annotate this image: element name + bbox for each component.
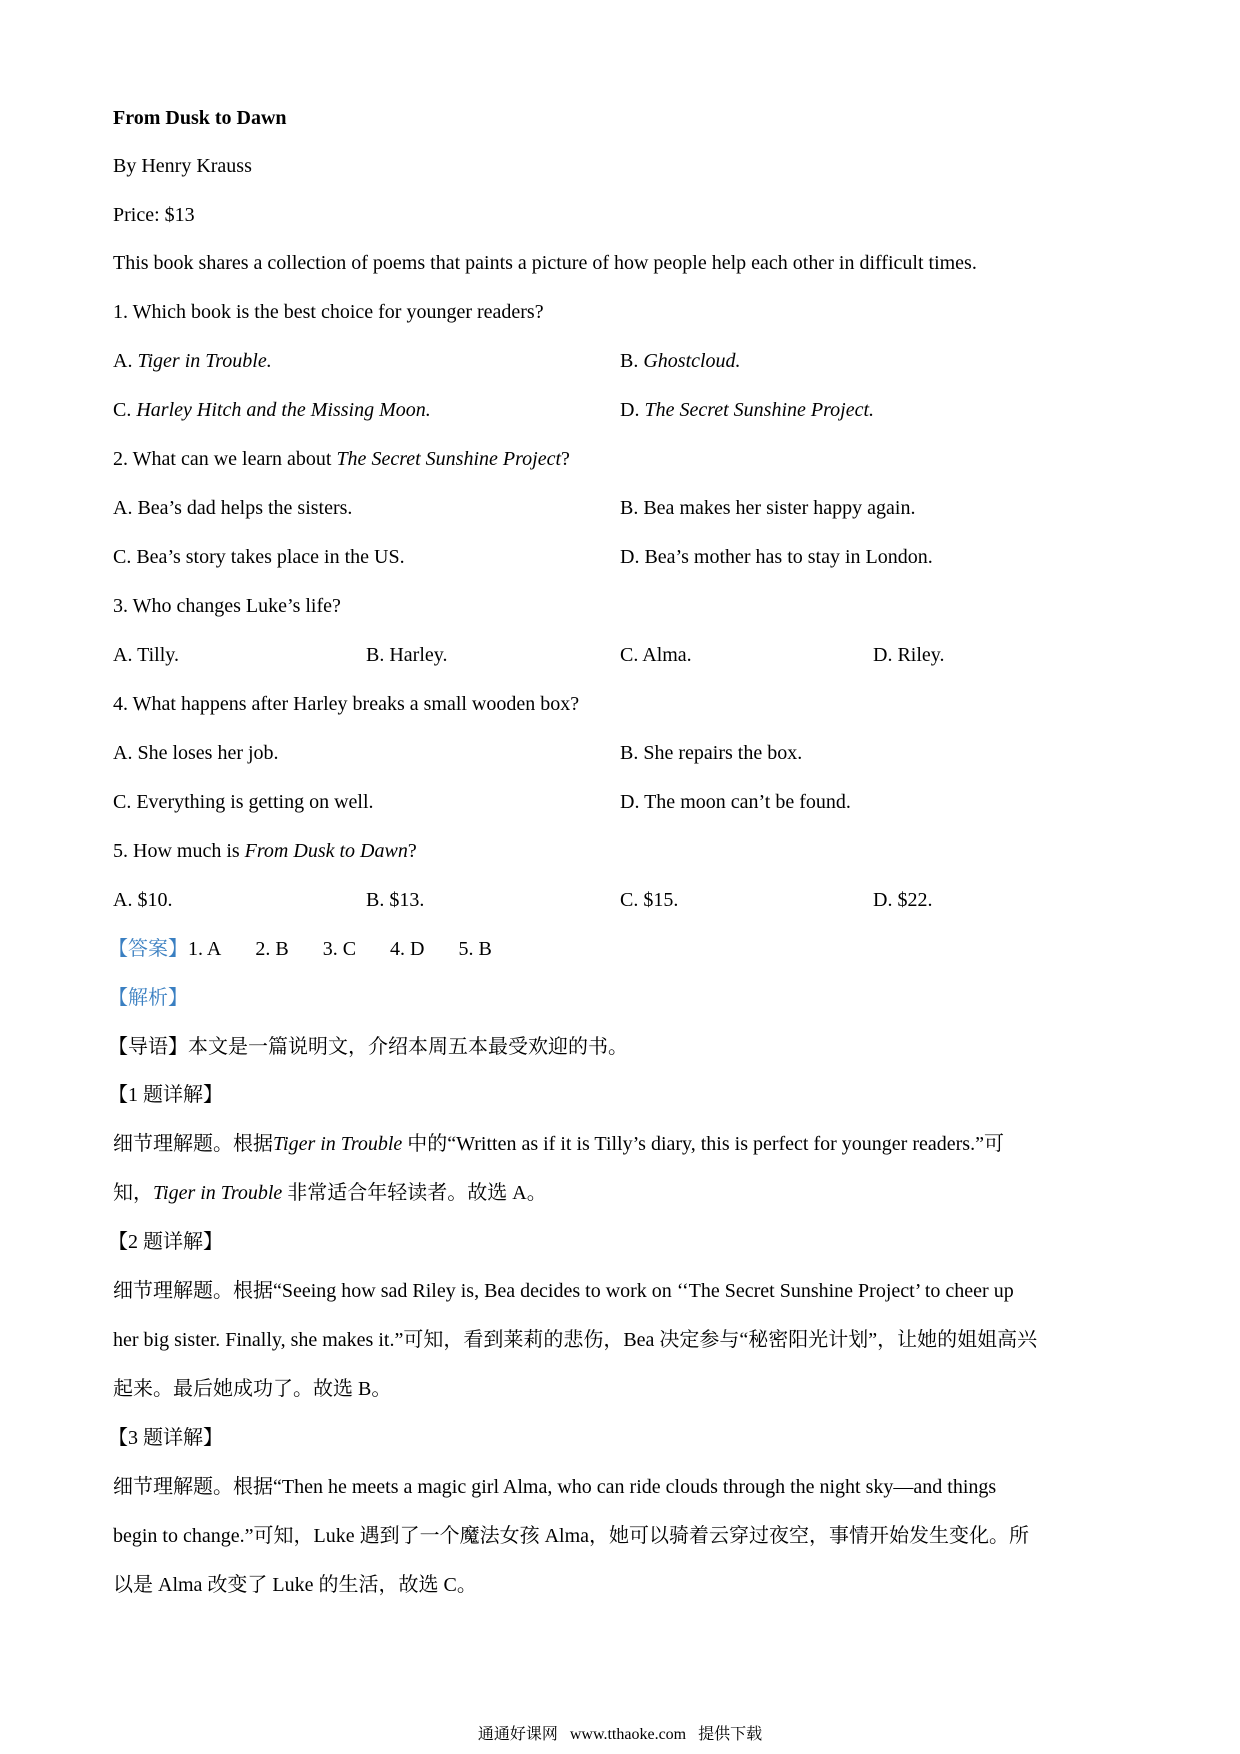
- detail-text: 非常适合年轻读者。故选 A。: [282, 1182, 547, 1204]
- answer-key: [108, 935, 492, 963]
- detail-text: Tiger in Trouble: [153, 1182, 283, 1204]
- detail-text: 知，: [113, 1182, 153, 1204]
- detail-heading: 【3 题详解】: [108, 1427, 223, 1449]
- question-5-option-d: D. $22.: [873, 889, 933, 911]
- analysis-label: 【解析】: [108, 987, 188, 1009]
- question-1-option-a: A. Tiger in Trouble.: [113, 350, 272, 372]
- detail-text: her big sister. Finally, she makes it.”可知，看到莱莉的悲伤，Bea 决定参与“秘密阳光计划”，让她的姐姐高兴: [113, 1329, 1038, 1351]
- question-3-stem: 3. Who changes Luke’s life?: [113, 595, 341, 617]
- detail-text: Tiger in Trouble: [273, 1133, 403, 1155]
- detail-line: [113, 1571, 477, 1599]
- detail-text: 细节理解题。根据“Then he meets a magic girl Alma, who can ride clouds through the night sky—and things: [113, 1476, 997, 1498]
- detail-line: [113, 1130, 1004, 1158]
- detail-heading: 【1 题详解】: [108, 1084, 223, 1106]
- detail-text: 细节理解题。根据: [113, 1133, 273, 1155]
- question-1-option-b: B. Ghostcloud.: [620, 350, 741, 372]
- detail-text: 以是 Alma 改变了 Luke 的生活，故选 C。: [113, 1574, 477, 1596]
- question-3-option-d: D. Riley.: [873, 644, 945, 666]
- question-4-option-b: B. She repairs the box.: [620, 742, 803, 764]
- question-1-option-c: C. Harley Hitch and the Missing Moon.: [113, 399, 431, 421]
- detail-text: begin to change.”可知，Luke 遇到了一个魔法女孩 Alma，她可以骑着云穿过夜空，事情开始发生变化。所: [113, 1525, 1030, 1547]
- detail-line: [113, 1277, 1014, 1305]
- footer-url: www.tthaoke.com: [569, 1726, 687, 1743]
- detail-line: [113, 1473, 996, 1501]
- question-4-option-d: D. The moon can’t be found.: [620, 791, 851, 813]
- answer-item: 4. D: [390, 938, 425, 960]
- footer-site-name: 通通好课网: [477, 1726, 558, 1743]
- answer-item: 1. A: [188, 938, 222, 960]
- page-footer: [0, 1724, 1240, 1746]
- question-5-option-c: C. $15.: [620, 889, 679, 911]
- question-2-option-a: A. Bea’s dad helps the sisters.: [113, 497, 353, 519]
- detail-line: [113, 1326, 1037, 1354]
- question-3-option-c: C. Alma.: [620, 644, 692, 666]
- question-2-option-c: C. Bea’s story takes place in the US.: [113, 546, 405, 568]
- question-5-option-b: B. $13.: [366, 889, 425, 911]
- answer-label: 【答案】: [108, 938, 188, 960]
- detail-line: [113, 1522, 1029, 1550]
- answer-item: 2. B: [255, 938, 289, 960]
- book-title: From Dusk to Dawn: [113, 107, 287, 129]
- question-2-option-d: D. Bea’s mother has to stay in London.: [620, 546, 933, 568]
- question-5-option-a: A. $10.: [113, 889, 173, 911]
- question-4-stem: 4. What happens after Harley breaks a small wooden box?: [113, 693, 580, 715]
- intro-paragraph: 【导语】本文是一篇说明文，介绍本周五本最受欢迎的书。: [108, 1036, 628, 1058]
- detail-text: 起来。最后她成功了。故选 B。: [113, 1378, 392, 1400]
- detail-text: 中的“Written as if it is Tilly’s diary, this is perfect for younger readers.”可: [402, 1133, 1004, 1155]
- question-2-option-b: B. Bea makes her sister happy again.: [620, 497, 916, 519]
- question-1-stem: 1. Which book is the best choice for younger readers?: [113, 301, 544, 323]
- book-description: This book shares a collection of poems that paints a picture of how people help each other in difficult times.: [113, 252, 977, 274]
- question-2-stem: 2. What can we learn about The Secret Sunshine Project?: [113, 448, 570, 470]
- question-3-option-a: A. Tilly.: [113, 644, 179, 666]
- question-5-stem: 5. How much is From Dusk to Dawn?: [113, 840, 417, 862]
- detail-line: [113, 1179, 547, 1207]
- footer-suffix: 提供下载: [698, 1726, 763, 1743]
- detail-text: 细节理解题。根据“Seeing how sad Riley is, Bea decides to work on ‘‘The Secret Sunshine Project’ to cheer up: [113, 1280, 1014, 1302]
- answer-item: 3. C: [322, 938, 357, 960]
- detail-line: [113, 1375, 391, 1403]
- question-1-option-d: D. The Secret Sunshine Project.: [620, 399, 875, 421]
- book-author: By Henry Krauss: [113, 155, 252, 177]
- detail-heading: 【2 题详解】: [108, 1231, 223, 1253]
- book-price: Price: $13: [113, 204, 195, 226]
- answer-item: 5. B: [458, 938, 492, 960]
- question-4-option-c: C. Everything is getting on well.: [113, 791, 374, 813]
- question-4-option-a: A. She loses her job.: [113, 742, 279, 764]
- question-3-option-b: B. Harley.: [366, 644, 448, 666]
